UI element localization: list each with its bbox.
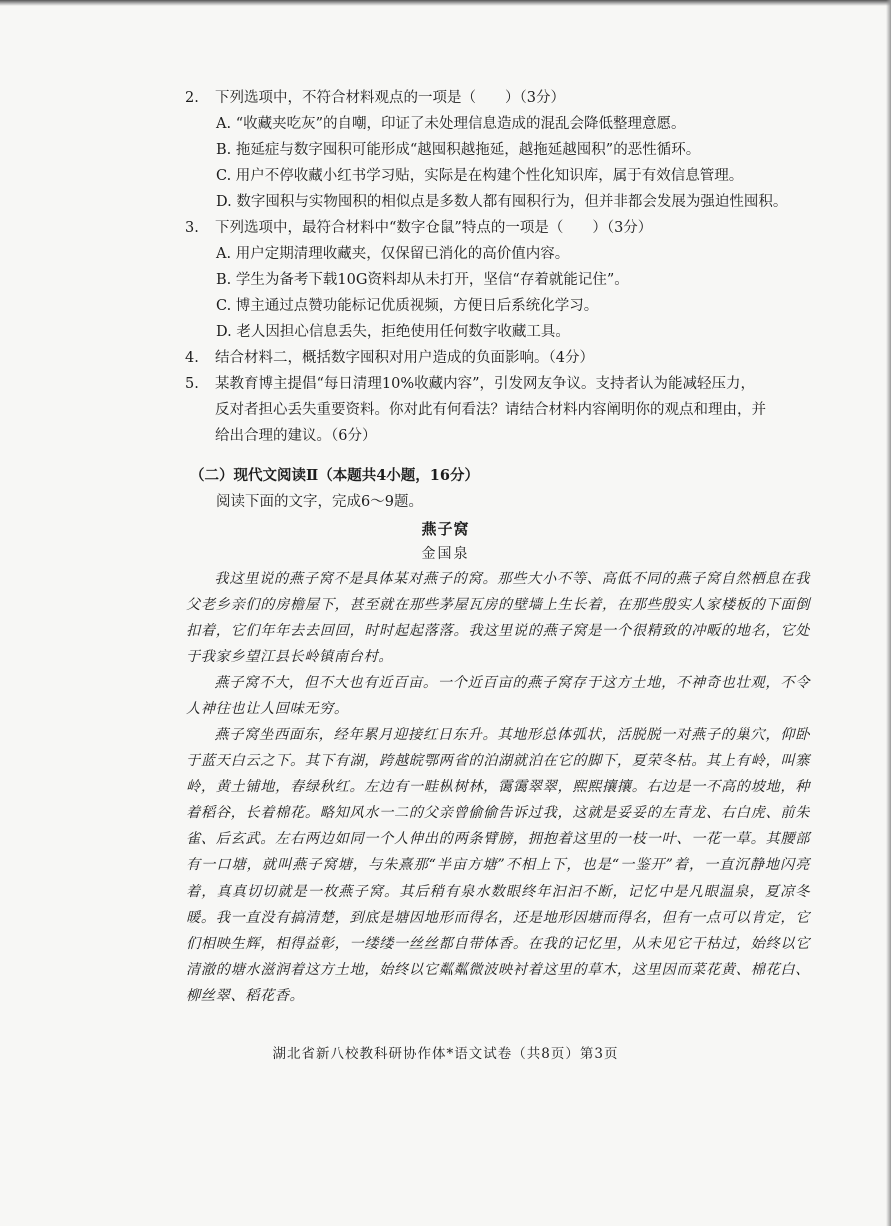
question-3-option-c: C. 博主通过点赞功能标记优质视频，方便日后系统化学习。 <box>216 298 599 314</box>
article-paragraph-2: 燕子窝不大，但不大也有近百亩。一个近百亩的燕子窝存于这方土地，不神奇也壮观，不令人神往也让人回味无穷。 <box>186 675 810 718</box>
article-title: 燕子窝 <box>421 520 470 538</box>
question-3-option-b: B. 学生为备考下载10G资料却从未打开，坚信“存着就能记住”。 <box>216 272 629 288</box>
article-paragraph-1: 我这里说的燕子窝不是具体某对燕子的窝。那些大小不等、高低不同的燕子窝自然栖息在我父老乡亲们的房檐屋下，甚至就在那些茅屋瓦房的壁墙上生长着，在那些殷实人家楼板的下面倒扣着，它们年年去去回回，时时起起落落。我这里说的燕子窝是一个很精致的冲畈的地名，它处于我家乡望江县长岭镇南台村。 <box>186 571 810 666</box>
question-2-option-d: D. 数字囤积与实物囤积的相似点是多数人都有囤积行为，但并非都会发展为强迫性囤积。 <box>216 194 788 210</box>
section-instruction: 阅读下面的文字，完成6～9题。 <box>216 494 423 510</box>
question-5-stem-line-3: 给出合理的建议。（6分） <box>215 428 377 444</box>
article-paragraph-3: 燕子窝坐西面东，经年累月迎接红日东升。其地形总体弧状，活脱脱一对燕子的巢穴，仰卧于蓝天白云之下。其下有湖，跨越皖鄂两省的泊湖就泊在它的脚下，夏荣冬枯。其上有岭，叫寨岭，黄土铺地，春绿秋红。左边有一畦枞树林，霭霭翠翠，熙熙攘攘。右边是一不高的坡地，种着稻谷，长着棉花。略知风水一二的父亲曾偷偷告诉过我，这就是妥妥的左青龙、右白虎、前朱雀、后玄武。左右两边如同一个人伸出的两条臂膀，拥抱着这里的一枝一叶、一花一草。其腰部有一口塘，就叫燕子窝塘，与朱熹那“半亩方塘”不相上下，也是“一鉴开”着，一直沉静地闪亮着，真真切切就是一枚燕子窝。其后稍有泉水数眼终年汩汩不断，记忆中是凡眼温泉，夏凉冬暖。我一直没有搞清楚，到底是塘因地形而得名，还是地形因塘而得名，但有一点可以肯定，它们相映生辉，相得益彰，一缕缕一丝丝都自带体香。在我的记忆里，从未见它干枯过，始终以它清澈的塘水滋润着这方土地，始终以它粼粼微波映衬着这里的草木，这里因而菜花黄、棉花白、柳丝翠、稻花香。 <box>186 727 810 1004</box>
article-author: 金国泉 <box>421 546 470 562</box>
question-2-option-a: A. “收藏夹吃灰”的自嘲，印证了未处理信息造成的混乱会降低整理意愿。 <box>216 116 686 132</box>
question-2-option-b: B. 拖延症与数字囤积可能形成“越囤积越拖延，越拖延越囤积”的恶性循环。 <box>216 142 701 158</box>
question-3-number: 3. <box>185 220 199 236</box>
question-4-stem: 结合材料二，概括数字囤积对用户造成的负面影响。（4分） <box>215 350 594 366</box>
question-2-option-c: C. 用户不停收藏小红书学习贴，实际是在构建个性化知识库，属于有效信息管理。 <box>216 168 744 184</box>
question-5-stem-line-2: 反对者担心丢失重要资料。你对此有何看法？请结合材料内容阐明你的观点和理由，并 <box>215 402 766 418</box>
question-2-stem: 下列选项中，不符合材料观点的一项是（ ）（3分） <box>215 90 565 106</box>
question-3-option-d: D. 老人因担心信息丢失，拒绝使用任何数字收藏工具。 <box>216 324 570 340</box>
section-heading: （二）现代文阅读Ⅱ（本题共4小题，16分） <box>190 467 479 484</box>
question-5-number: 5. <box>185 376 199 392</box>
question-5-stem-line-1: 某教育博主提倡“每日清理10%收藏内容”，引发网友争议。支持者认为能减轻压力， <box>215 376 756 392</box>
page-footer: 湖北省新八校教科研协作体*语文试卷（共8页）第3页 <box>272 1046 619 1062</box>
question-2-number: 2. <box>185 90 199 106</box>
question-3-stem: 下列选项中，最符合材料中“数字仓鼠”特点的一项是（ ）（3分） <box>215 220 653 236</box>
question-3-option-a: A. 用户定期清理收藏夹，仅保留已消化的高价值内容。 <box>216 246 570 262</box>
question-4-number: 4. <box>185 350 199 366</box>
